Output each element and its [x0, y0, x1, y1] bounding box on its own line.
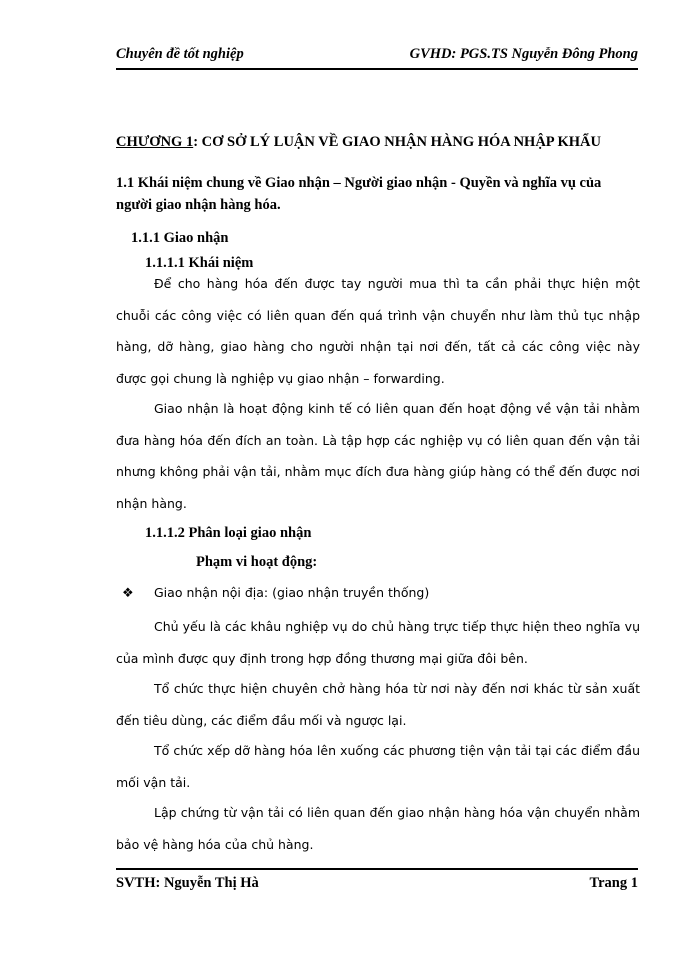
section-1-1-heading: 1.1 Khái niệm chung về Giao nhận – Người giao nhận - Quyền và nghĩa vụ của người giao nhận hàng hóa.: [116, 175, 602, 213]
header-left-title: Chuyên đề tốt nghiệp: [116, 46, 244, 62]
page-number: Trang 1: [589, 875, 638, 891]
chapter-heading: [116, 134, 646, 151]
paragraph: Lập chứng từ vận tải có liên quan đến giao nhận hàng hóa vận chuyển nhằm bảo vệ hàng hóa của chủ hàng.: [116, 805, 640, 852]
section-1-1-1-heading: 1.1.1 Giao nhận: [131, 230, 229, 246]
footer-divider: [116, 868, 638, 870]
paragraph: Chủ yếu là các khâu nghiệp vụ do chủ hàng trực tiếp thực hiện theo nghĩa vụ của mình được quy định trong hợp đồng thương mại giữa đôi bên.: [116, 619, 640, 666]
chapter-title: : CƠ SỞ LÝ LUẬN VỀ GIAO NHẬN HÀNG HÓA NHẬP KHẨU: [193, 134, 601, 150]
page-header: [116, 46, 638, 68]
chapter-label: CHƯƠNG 1: [116, 134, 194, 150]
paragraph: Tổ chức thực hiện chuyên chở hàng hóa từ nơi này đến nơi khác từ sản xuất đến tiêu dùng, các điểm đầu mối và ngược lại.: [116, 681, 640, 728]
header-divider: [116, 68, 638, 70]
page-footer: [116, 875, 638, 897]
section-1-1-1-1-heading: 1.1.1.1 Khái niệm: [145, 255, 254, 271]
paragraph: Để cho hàng hóa đến được tay người mua thì ta cần phải thực hiện một chuỗi các công việc có liên quan đến quá trình vận chuyển như làm thủ tục nhập hàng, dỡ hàng, giao hàng cho người nhận tại nơi đến, tất cả các công việc này được gọi chung là nghiệp vụ giao nhận – forwarding.: [116, 276, 640, 386]
scope-heading: Phạm vi hoạt động:: [196, 554, 318, 570]
paragraph: Giao nhận là hoạt động kinh tế có liên quan đến hoạt động về vận tải nhằm đưa hàng hóa đến đích an toàn. Là tập hợp các nghiệp vụ có liên quan đến vận tải nhưng không phải vận tải, nhằm mục đích đưa hàng giúp hàng có thể đến được nơi nhận hàng.: [116, 401, 640, 511]
bullet-item: [122, 585, 429, 601]
header-advisor: GVHD: PGS.TS Nguyễn Đông Phong: [409, 46, 638, 62]
bullet-text: Giao nhận nội địa: (giao nhận truyền thống): [154, 585, 430, 600]
footer-student: SVTH: Nguyễn Thị Hà: [116, 875, 259, 891]
diamond-bullet-icon: ❖: [122, 586, 134, 601]
paragraph: Tổ chức xếp dỡ hàng hóa lên xuống các phương tiện vận tải tại các điểm đầu mối vận tải.: [116, 743, 640, 790]
section-1-1-1-2-heading: 1.1.1.2 Phân loại giao nhận: [145, 525, 312, 541]
